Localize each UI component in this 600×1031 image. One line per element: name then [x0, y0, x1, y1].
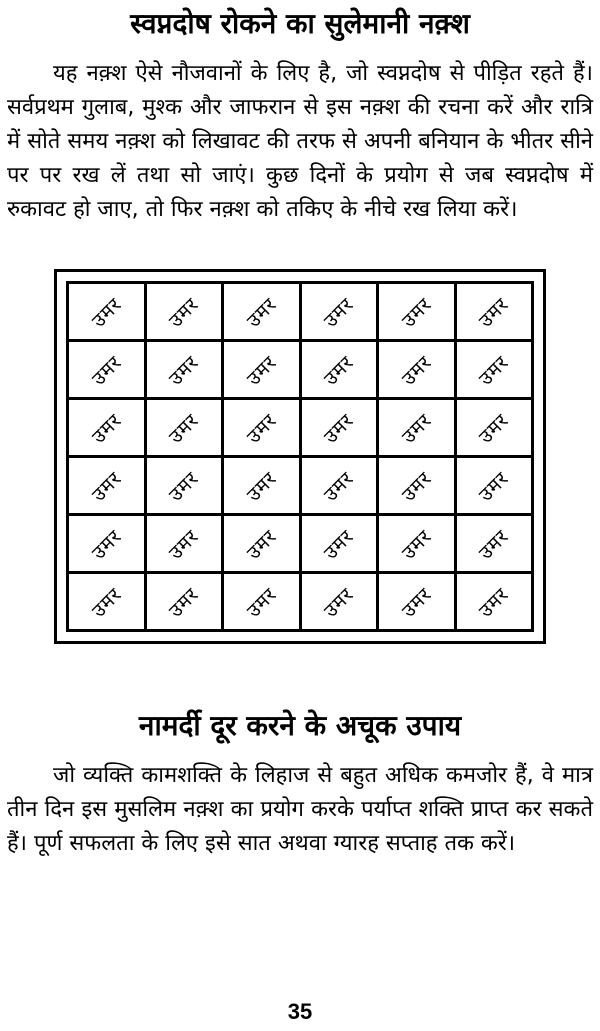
section1-paragraph: यह नक़्श ऐसे नौजवानों के लिए है, जो स्वप्नदोष से पीड़ित रहते हैं। सर्वप्रथम गुलाब, मुश्क और जाफरान से इस नक़्श की रचना करें और रात्रि में सोते समय नक़्श को लिखावट की तरफ से अपनी बनियान के भीतर सीने पर पर रख लें तथा सो जाएं। कुछ दिनों के प्रयोग से जब स्वप्नदोष में रुकावट हो जाए, तो फिर नक़्श को तकिए के नीचे रख लिया करें।: [7, 61, 593, 222]
talisman-cell: [378, 283, 456, 341]
talisman-cell: [68, 457, 146, 515]
talisman-cell-word: उमर: [475, 292, 514, 332]
talisman-cell-word: उमर: [165, 408, 204, 448]
talisman-cell-word: उमर: [320, 292, 359, 332]
section2-heading: नामर्दी दूर करने के अचूक उपाय: [138, 709, 462, 742]
talisman-row: [68, 283, 533, 341]
talisman-cell-word: उमर: [165, 582, 204, 622]
talisman-cell: [68, 573, 146, 631]
talisman-cell: [300, 341, 378, 399]
talisman-cell-word: उमर: [397, 292, 437, 332]
talisman-cell-word: उमर: [320, 524, 359, 564]
talisman-cell: [68, 515, 146, 573]
talisman-cell: [145, 573, 223, 631]
section1-heading: स्वप्नदोष रोकने का सुलेमानी नक़्श: [130, 7, 470, 40]
talisman-cell-word: उमर: [87, 466, 127, 506]
talisman-cell-word: उमर: [397, 582, 437, 622]
talisman-cell: [223, 573, 301, 631]
talisman-cell-word: उमर: [242, 350, 282, 390]
talisman-cell-word: उमर: [397, 466, 437, 506]
talisman-cell-word: उमर: [242, 582, 282, 622]
talisman-cell: [378, 573, 456, 631]
talisman-cell-word: उमर: [475, 524, 514, 564]
talisman-cell-word: उमर: [87, 292, 127, 332]
talisman-row: [68, 515, 533, 573]
talisman-cell-word: उमर: [397, 350, 437, 390]
talisman-grid-frame: [54, 269, 546, 644]
talisman-cell: [300, 283, 378, 341]
talisman-cell-word: उमर: [320, 350, 359, 390]
page-number: 35: [287, 999, 313, 1024]
talisman-cell: [223, 399, 301, 457]
talisman-cell: [455, 341, 533, 399]
talisman-cell: [145, 399, 223, 457]
talisman-cell-word: उमर: [165, 292, 204, 332]
talisman-cell-word: उमर: [475, 350, 514, 390]
talisman-grid: [66, 281, 534, 632]
talisman-cell-word: उमर: [320, 408, 359, 448]
talisman-cell: [378, 341, 456, 399]
talisman-row: [68, 341, 533, 399]
talisman-cell-word: उमर: [242, 466, 282, 506]
talisman-cell: [68, 283, 146, 341]
talisman-cell-word: उमर: [475, 466, 514, 506]
talisman-cell: [300, 457, 378, 515]
talisman-cell-word: उमर: [87, 524, 127, 564]
talisman-cell-word: उमर: [397, 524, 437, 564]
talisman-cell: [455, 573, 533, 631]
talisman-cell-word: उमर: [87, 350, 127, 390]
talisman-cell-word: उमर: [242, 524, 282, 564]
talisman-cell-word: उमर: [397, 408, 437, 448]
talisman-row: [68, 399, 533, 457]
talisman-cell-word: उमर: [87, 408, 127, 448]
talisman-cell: [300, 515, 378, 573]
talisman-row: [68, 457, 533, 515]
talisman-cell: [223, 457, 301, 515]
talisman-cell: [378, 457, 456, 515]
talisman-row: [68, 573, 533, 631]
talisman-cell-word: उमर: [87, 582, 127, 622]
talisman-cell-word: उमर: [165, 524, 204, 564]
talisman-cell-word: उमर: [475, 582, 514, 622]
talisman-cell: [223, 515, 301, 573]
talisman-cell: [455, 283, 533, 341]
talisman-cell: [455, 399, 533, 457]
talisman-cell: [378, 399, 456, 457]
section2-paragraph: जो व्यक्ति कामशक्ति के लिहाज से बहुत अधिक कमजोर हैं, वे मात्र तीन दिन इस मुसलिम नक़्श का प्रयोग करके पर्याप्त शक्ति प्राप्त कर सकते हैं। पूर्ण सफलता के लिए इसे सात अथवा ग्यारह सप्ताह तक करें।: [7, 763, 593, 856]
talisman-cell: [68, 399, 146, 457]
talisman-cell: [145, 515, 223, 573]
talisman-cell: [300, 399, 378, 457]
talisman-cell: [300, 573, 378, 631]
talisman-cell: [145, 457, 223, 515]
talisman-cell-word: उमर: [475, 408, 514, 448]
talisman-cell-word: उमर: [165, 466, 204, 506]
talisman-cell: [68, 341, 146, 399]
talisman-cell: [223, 341, 301, 399]
talisman-cell: [378, 515, 456, 573]
talisman-cell: [455, 457, 533, 515]
talisman-cell-word: उमर: [242, 408, 282, 448]
talisman-cell: [145, 341, 223, 399]
talisman-cell: [145, 283, 223, 341]
talisman-cell: [455, 515, 533, 573]
talisman-cell-word: उमर: [242, 292, 282, 332]
talisman-cell-word: उमर: [320, 466, 359, 506]
talisman-cell-word: उमर: [165, 350, 204, 390]
talisman-cell: [223, 283, 301, 341]
talisman-cell-word: उमर: [320, 582, 359, 622]
